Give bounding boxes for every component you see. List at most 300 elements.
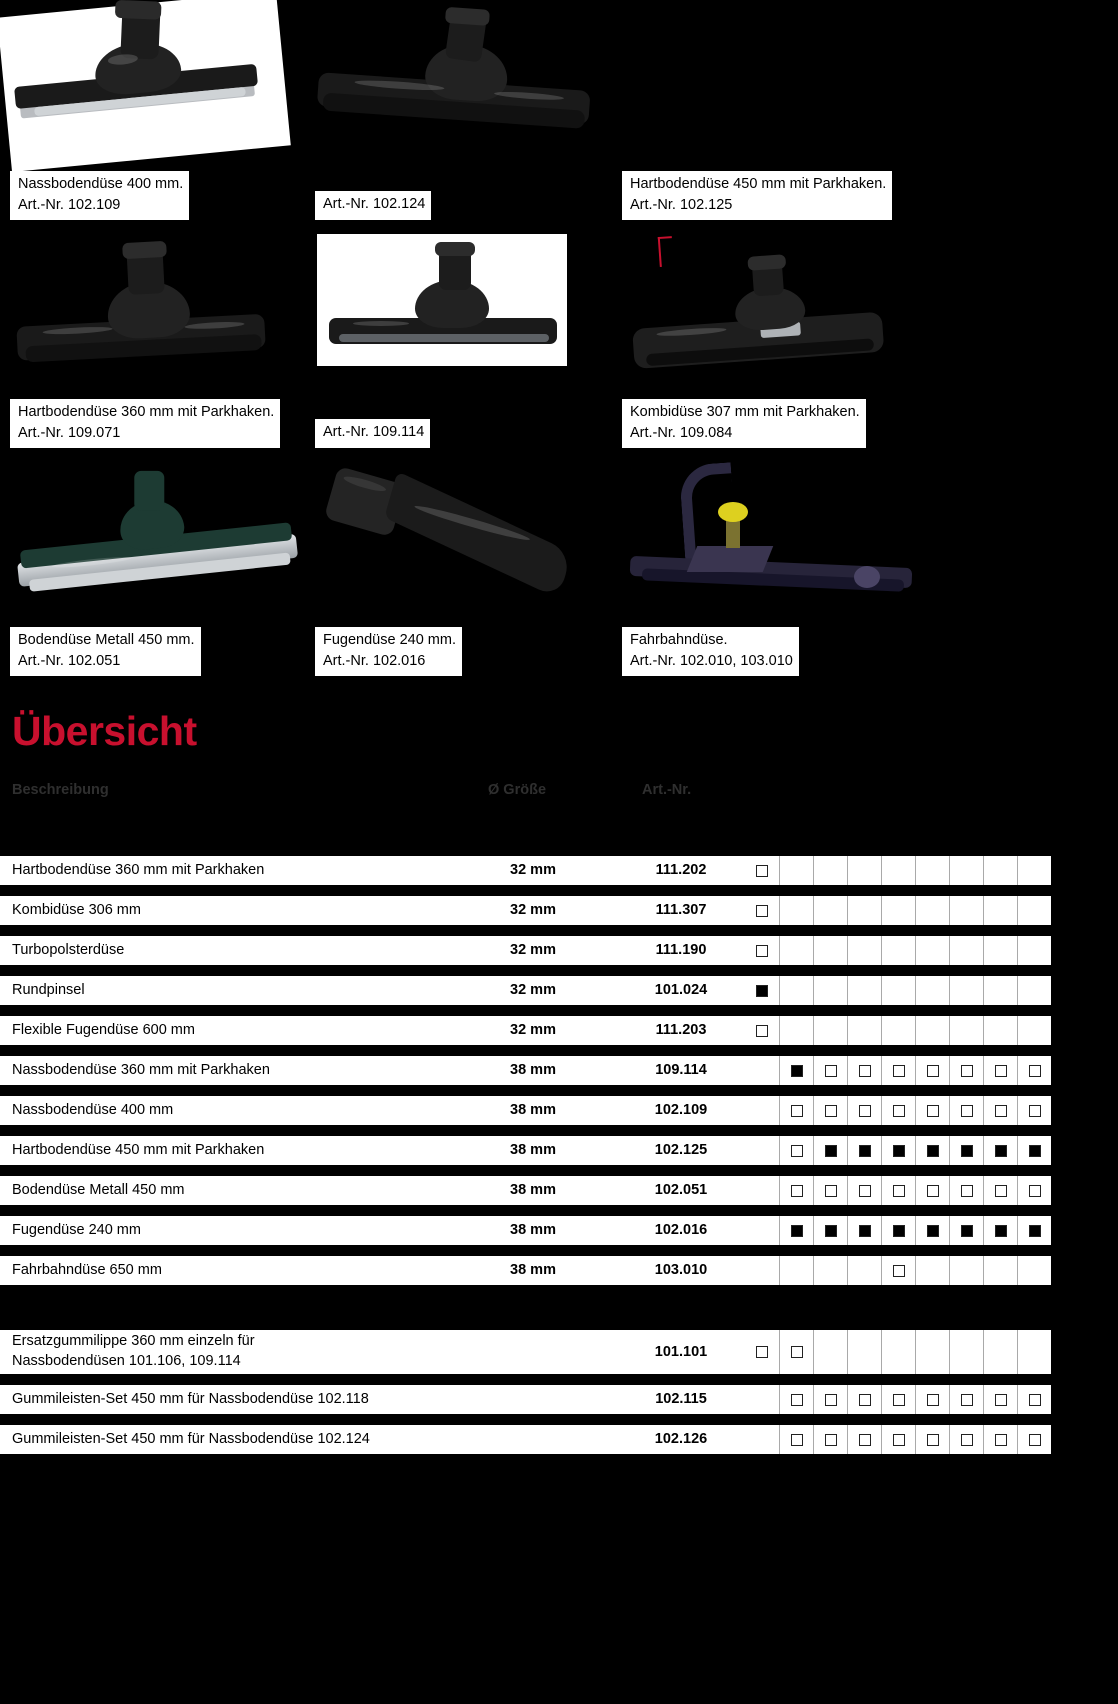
caption-line: Kombidüse 307 mm mit Parkhaken. xyxy=(630,403,860,420)
compatibility-cell[interactable] xyxy=(881,1216,915,1245)
checkbox-icon xyxy=(927,945,939,957)
compatibility-cell[interactable] xyxy=(745,936,779,965)
compatibility-cell[interactable] xyxy=(915,1330,949,1374)
compatibility-cell[interactable] xyxy=(983,1176,1017,1205)
hartbodenduese-450-parkhaken-photo xyxy=(622,0,932,175)
caption-line: Art.-Nr. 102.109 xyxy=(18,196,121,213)
checkbox-icon xyxy=(825,905,837,917)
compatibility-cell[interactable] xyxy=(881,856,915,885)
checkbox-icon xyxy=(893,1145,905,1157)
checkbox-icon xyxy=(995,1065,1007,1077)
caption-line: Fahrbahndüse. xyxy=(630,631,728,648)
compatibility-cell[interactable] xyxy=(1017,856,1051,885)
compatibility-cell[interactable] xyxy=(779,976,813,1005)
cell-size: 32 mm xyxy=(510,982,556,998)
cell-description xyxy=(12,1330,255,1374)
cell-art-nr: 101.101 xyxy=(654,1344,708,1360)
checkbox-icon xyxy=(893,945,905,957)
checkbox-icon xyxy=(1029,1105,1041,1117)
compatibility-cell[interactable] xyxy=(813,1136,847,1165)
compatibility-cell[interactable] xyxy=(983,1136,1017,1165)
compatibility-cell[interactable] xyxy=(745,1176,779,1205)
checkbox-icon xyxy=(961,1065,973,1077)
checkbox-icon xyxy=(961,1265,973,1277)
table-row xyxy=(0,1096,1030,1125)
caption-line: Art.-Nr. 109.071 xyxy=(18,424,121,441)
compatibility-cell[interactable] xyxy=(949,1136,983,1165)
checkbox-icon xyxy=(791,905,803,917)
compatibility-cell[interactable] xyxy=(745,896,779,925)
checkbox-icon xyxy=(927,1346,939,1358)
compatibility-boxes xyxy=(745,936,1051,965)
cell-description-line: Nassbodendüsen 101.106, 109.114 xyxy=(12,1353,241,1369)
compatibility-cell[interactable] xyxy=(949,1016,983,1045)
compatibility-cell[interactable] xyxy=(779,1216,813,1245)
compatibility-cell[interactable] xyxy=(915,936,949,965)
compatibility-cell[interactable] xyxy=(1017,1096,1051,1125)
checkbox-icon xyxy=(927,1065,939,1077)
cell-art-nr: 102.125 xyxy=(654,1142,708,1158)
table-header xyxy=(0,782,1030,804)
checkbox-icon xyxy=(859,1065,871,1077)
checkbox-icon xyxy=(961,1434,973,1446)
compatibility-cell[interactable] xyxy=(779,1385,813,1414)
compatibility-cell[interactable] xyxy=(779,936,813,965)
compatibility-cell[interactable] xyxy=(949,1425,983,1454)
compatibility-cell[interactable] xyxy=(847,1096,881,1125)
checkbox-icon xyxy=(859,1394,871,1406)
compatibility-cell[interactable] xyxy=(983,1330,1017,1374)
compatibility-cell[interactable] xyxy=(813,896,847,925)
table-row xyxy=(0,1330,1030,1374)
compatibility-cell[interactable] xyxy=(1017,1016,1051,1045)
checkbox-icon xyxy=(961,905,973,917)
checkbox-icon xyxy=(825,1225,837,1237)
checkbox-icon xyxy=(995,1394,1007,1406)
compatibility-cell[interactable] xyxy=(813,1216,847,1245)
product-row xyxy=(0,456,1030,676)
compatibility-cell[interactable] xyxy=(745,856,779,885)
checkbox-icon xyxy=(893,905,905,917)
checkbox-icon xyxy=(825,865,837,877)
checkbox-icon xyxy=(893,1185,905,1197)
table-row xyxy=(0,856,1030,885)
checkbox-icon xyxy=(1029,985,1041,997)
cell-description: Flexible Fugendüse 600 mm xyxy=(12,1022,195,1038)
checkbox-icon xyxy=(791,1394,803,1406)
compatibility-cell[interactable] xyxy=(881,976,915,1005)
compatibility-cell[interactable] xyxy=(1017,1425,1051,1454)
compatibility-cell[interactable] xyxy=(915,1096,949,1125)
checkbox-icon xyxy=(1029,1434,1041,1446)
compatibility-boxes xyxy=(745,1136,1051,1165)
cell-description: Hartbodendüse 360 mm mit Parkhaken xyxy=(12,862,265,878)
compatibility-cell[interactable] xyxy=(745,1136,779,1165)
compatibility-cell[interactable] xyxy=(881,936,915,965)
compatibility-cell[interactable] xyxy=(847,1256,881,1285)
checkbox-icon xyxy=(825,1065,837,1077)
fugenduese-240-photo xyxy=(315,456,625,631)
compatibility-cell[interactable] xyxy=(745,1216,779,1245)
caption-line: Art.-Nr. 109.084 xyxy=(630,424,733,441)
checkbox-icon xyxy=(859,1025,871,1037)
compatibility-cell[interactable] xyxy=(847,896,881,925)
cell-art-nr: 111.190 xyxy=(655,942,707,958)
checkbox-icon xyxy=(961,985,973,997)
cell-size xyxy=(488,1330,578,1374)
compatibility-cell[interactable] xyxy=(745,1256,779,1285)
compatibility-cell[interactable] xyxy=(983,1256,1017,1285)
compatibility-cell[interactable] xyxy=(881,1330,915,1374)
checkbox-icon xyxy=(859,1185,871,1197)
caption-line: Bodendüse Metall 450 mm. xyxy=(18,631,195,648)
compatibility-boxes xyxy=(745,1016,1051,1045)
compatibility-cell[interactable] xyxy=(847,1056,881,1085)
compatibility-cell[interactable] xyxy=(915,1256,949,1285)
checkbox-icon xyxy=(995,945,1007,957)
checkbox-icon xyxy=(859,985,871,997)
compatibility-boxes xyxy=(745,976,1051,1005)
compatibility-boxes xyxy=(745,1256,1051,1285)
compatibility-cell[interactable] xyxy=(813,1385,847,1414)
product-cell-fugenduese-240 xyxy=(315,456,625,676)
checkbox-icon xyxy=(756,905,768,917)
column-header-art-nr: Art.-Nr. xyxy=(642,782,692,798)
compatibility-cell[interactable] xyxy=(915,1176,949,1205)
compatibility-boxes xyxy=(745,1425,1051,1454)
compatibility-cell[interactable] xyxy=(915,1216,949,1245)
compatibility-cell[interactable] xyxy=(813,1330,847,1374)
compatibility-cell[interactable] xyxy=(881,1425,915,1454)
checkbox-icon xyxy=(1029,1265,1041,1277)
checkbox-icon xyxy=(893,1434,905,1446)
product-cell-kombiduese-307 xyxy=(622,228,932,448)
cell-size: 32 mm xyxy=(510,942,556,958)
compatibility-cell[interactable] xyxy=(847,1176,881,1205)
product-cell-hartbodenduese-450 xyxy=(622,0,932,220)
checkbox-icon xyxy=(927,1265,939,1277)
checkbox-icon xyxy=(825,1145,837,1157)
compatibility-cell[interactable] xyxy=(983,1216,1017,1245)
compatibility-cell[interactable] xyxy=(745,1425,779,1454)
compatibility-cell[interactable] xyxy=(949,1256,983,1285)
compatibility-cell[interactable] xyxy=(983,976,1017,1005)
cell-description: Kombidüse 306 mm xyxy=(12,902,141,918)
compatibility-cell[interactable] xyxy=(1017,1256,1051,1285)
compatibility-cell[interactable] xyxy=(881,1256,915,1285)
checkbox-icon xyxy=(859,945,871,957)
compatibility-cell[interactable] xyxy=(813,1056,847,1085)
cell-size: 38 mm xyxy=(510,1182,556,1198)
compatibility-cell[interactable] xyxy=(847,1216,881,1245)
checkbox-icon xyxy=(791,865,803,877)
compatibility-cell[interactable] xyxy=(813,1096,847,1125)
cell-description: Gummileisten-Set 450 mm für Nassbodendüse 102.124 xyxy=(12,1431,370,1447)
checkbox-icon xyxy=(791,985,803,997)
compatibility-cell[interactable] xyxy=(813,976,847,1005)
compatibility-cell[interactable] xyxy=(1017,1176,1051,1205)
checkbox-icon xyxy=(825,1434,837,1446)
compatibility-cell[interactable] xyxy=(881,1096,915,1125)
checkbox-icon xyxy=(995,1025,1007,1037)
checkbox-icon xyxy=(859,1346,871,1358)
product-cell-nassbodenduese-400 xyxy=(10,0,320,220)
compatibility-cell[interactable] xyxy=(779,856,813,885)
nassbodenduese-400-photo xyxy=(10,0,320,175)
compatibility-cell[interactable] xyxy=(983,1016,1017,1045)
checkbox-icon xyxy=(995,1346,1007,1358)
compatibility-cell[interactable] xyxy=(1017,936,1051,965)
compatibility-cell[interactable] xyxy=(813,1256,847,1285)
checkbox-icon xyxy=(1029,1145,1041,1157)
compatibility-cell[interactable] xyxy=(779,1056,813,1085)
compatibility-cell[interactable] xyxy=(847,1136,881,1165)
checkbox-icon xyxy=(756,1225,768,1237)
checkbox-icon xyxy=(995,1225,1007,1237)
compatibility-cell[interactable] xyxy=(915,1425,949,1454)
checkbox-icon xyxy=(961,1105,973,1117)
compatibility-cell[interactable] xyxy=(983,1056,1017,1085)
compatibility-cell[interactable] xyxy=(813,1425,847,1454)
compatibility-cell[interactable] xyxy=(949,1330,983,1374)
compatibility-boxes xyxy=(745,856,1051,885)
compatibility-cell[interactable] xyxy=(881,1056,915,1085)
compatibility-cell[interactable] xyxy=(881,1136,915,1165)
compatibility-cell[interactable] xyxy=(745,1330,779,1374)
compatibility-cell[interactable] xyxy=(1017,1385,1051,1414)
compatibility-cell[interactable] xyxy=(915,856,949,885)
product-caption xyxy=(622,399,866,448)
checkbox-icon xyxy=(893,1025,905,1037)
compatibility-cell[interactable] xyxy=(847,856,881,885)
compatibility-cell[interactable] xyxy=(1017,1136,1051,1165)
checkbox-icon xyxy=(961,945,973,957)
checkbox-icon xyxy=(995,1185,1007,1197)
cell-size xyxy=(488,1385,578,1414)
checkbox-icon xyxy=(1029,945,1041,957)
compatibility-cell[interactable] xyxy=(915,976,949,1005)
checkbox-icon xyxy=(961,1145,973,1157)
table-row xyxy=(0,936,1030,965)
checkbox-icon xyxy=(1029,1065,1041,1077)
compatibility-cell[interactable] xyxy=(949,976,983,1005)
cell-size: 32 mm xyxy=(510,862,556,878)
compatibility-cell[interactable] xyxy=(779,1016,813,1045)
compatibility-cell[interactable] xyxy=(881,1385,915,1414)
compatibility-cell[interactable] xyxy=(847,976,881,1005)
compatibility-boxes xyxy=(745,1330,1051,1374)
checkbox-icon xyxy=(995,985,1007,997)
compatibility-boxes xyxy=(745,1096,1051,1125)
compatibility-cell[interactable] xyxy=(881,1016,915,1045)
compatibility-cell[interactable] xyxy=(949,936,983,965)
caption-line: Art.-Nr. 102.051 xyxy=(18,652,121,669)
product-caption xyxy=(315,191,431,220)
cell-art-nr: 109.114 xyxy=(655,1062,707,1078)
checkbox-icon xyxy=(859,865,871,877)
compatibility-cell[interactable] xyxy=(813,856,847,885)
checkbox-icon xyxy=(756,1025,768,1037)
compatibility-cell[interactable] xyxy=(779,1330,813,1374)
checkbox-icon xyxy=(961,1025,973,1037)
compatibility-cell[interactable] xyxy=(779,896,813,925)
cell-description: Nassbodendüse 400 mm xyxy=(12,1102,174,1118)
compatibility-cell[interactable] xyxy=(949,1096,983,1125)
checkbox-icon xyxy=(756,1394,768,1406)
checkbox-icon xyxy=(859,905,871,917)
cell-description: Bodendüse Metall 450 mm xyxy=(12,1182,185,1198)
compatibility-cell[interactable] xyxy=(745,976,779,1005)
checkbox-icon xyxy=(893,1346,905,1358)
compatibility-cell[interactable] xyxy=(847,1016,881,1045)
compatibility-cell[interactable] xyxy=(915,1385,949,1414)
compatibility-cell[interactable] xyxy=(847,1385,881,1414)
checkbox-icon xyxy=(825,985,837,997)
compatibility-cell[interactable] xyxy=(847,1425,881,1454)
product-row xyxy=(0,0,1030,220)
compatibility-boxes xyxy=(745,1216,1051,1245)
cell-size xyxy=(488,1425,578,1454)
compatibility-cell[interactable] xyxy=(949,856,983,885)
compatibility-cell[interactable] xyxy=(983,896,1017,925)
compatibility-cell[interactable] xyxy=(813,936,847,965)
caption-line: Hartbodendüse 360 mm mit Parkhaken. xyxy=(18,403,275,420)
caption-line: Art.-Nr. 102.124 xyxy=(323,195,426,212)
checkbox-icon xyxy=(791,1105,803,1117)
compatibility-cell[interactable] xyxy=(949,1385,983,1414)
table-row xyxy=(0,1056,1030,1085)
cell-art-nr: 111.307 xyxy=(655,902,707,918)
cell-art-nr: 101.024 xyxy=(654,982,708,998)
checkbox-icon xyxy=(995,865,1007,877)
checkbox-icon xyxy=(927,905,939,917)
product-cell-109114 xyxy=(315,228,625,448)
compatibility-cell[interactable] xyxy=(983,1425,1017,1454)
checkbox-icon xyxy=(927,1185,939,1197)
checkbox-icon xyxy=(825,1185,837,1197)
product-row xyxy=(0,228,1030,448)
compatibility-cell[interactable] xyxy=(1017,1216,1051,1245)
cell-size: 32 mm xyxy=(510,902,556,918)
bodenduese-metall-450-photo xyxy=(10,456,320,631)
cell-art-nr: 111.202 xyxy=(655,862,707,878)
compatibility-cell[interactable] xyxy=(881,896,915,925)
caption-line: Nassbodendüse 400 mm. xyxy=(18,175,184,192)
cell-size: 38 mm xyxy=(510,1142,556,1158)
checkbox-icon xyxy=(1029,1025,1041,1037)
cell-size: 38 mm xyxy=(510,1102,556,1118)
checkbox-icon xyxy=(961,865,973,877)
compatibility-cell[interactable] xyxy=(847,936,881,965)
compatibility-cell[interactable] xyxy=(983,1385,1017,1414)
compatibility-cell[interactable] xyxy=(881,1176,915,1205)
cell-art-nr: 111.203 xyxy=(655,1022,707,1038)
overview-table xyxy=(0,856,1030,1465)
compatibility-cell[interactable] xyxy=(949,1176,983,1205)
compatibility-cell[interactable] xyxy=(779,1096,813,1125)
table-row xyxy=(0,976,1030,1005)
compatibility-cell[interactable] xyxy=(915,1136,949,1165)
product-caption xyxy=(622,171,892,220)
compatibility-cell[interactable] xyxy=(779,1176,813,1205)
compatibility-cell[interactable] xyxy=(813,1016,847,1045)
checkbox-icon xyxy=(756,1185,768,1197)
compatibility-cell[interactable] xyxy=(949,1216,983,1245)
checkbox-icon xyxy=(756,1145,768,1157)
checkbox-icon xyxy=(927,865,939,877)
checkbox-icon xyxy=(995,1105,1007,1117)
checkbox-icon xyxy=(927,1025,939,1037)
checkbox-icon xyxy=(927,1225,939,1237)
compatibility-cell[interactable] xyxy=(983,1096,1017,1125)
compatibility-cell[interactable] xyxy=(1017,1056,1051,1085)
table-row xyxy=(0,1176,1030,1205)
compatibility-cell[interactable] xyxy=(779,1136,813,1165)
cell-art-nr: 102.051 xyxy=(654,1182,708,1198)
checkbox-icon xyxy=(791,945,803,957)
checkbox-icon xyxy=(1029,1394,1041,1406)
checkbox-icon xyxy=(893,1265,905,1277)
checkbox-icon xyxy=(995,1434,1007,1446)
kombiduese-307-parkhaken-photo xyxy=(622,228,932,403)
checkbox-icon xyxy=(927,1105,939,1117)
checkbox-icon xyxy=(756,865,768,877)
checkbox-icon xyxy=(756,1065,768,1077)
cell-description: Fugendüse 240 mm xyxy=(12,1222,141,1238)
compatibility-cell[interactable] xyxy=(745,1056,779,1085)
compatibility-cell[interactable] xyxy=(949,896,983,925)
compatibility-cell[interactable] xyxy=(949,1056,983,1085)
compatibility-cell[interactable] xyxy=(983,856,1017,885)
checkbox-icon xyxy=(825,1025,837,1037)
caption-line: Fugendüse 240 mm. xyxy=(323,631,456,648)
compatibility-cell[interactable] xyxy=(915,1056,949,1085)
cell-description: Turbopolsterdüse xyxy=(12,942,125,958)
compatibility-cell[interactable] xyxy=(915,896,949,925)
compatibility-cell[interactable] xyxy=(779,1256,813,1285)
compatibility-cell[interactable] xyxy=(745,1016,779,1045)
checkbox-icon xyxy=(1029,865,1041,877)
checkbox-icon xyxy=(825,1346,837,1358)
compatibility-cell[interactable] xyxy=(1017,976,1051,1005)
compatibility-cell[interactable] xyxy=(779,1425,813,1454)
product-cell-102124 xyxy=(315,0,625,220)
compatibility-cell[interactable] xyxy=(847,1330,881,1374)
cell-size: 38 mm xyxy=(510,1222,556,1238)
compatibility-cell[interactable] xyxy=(915,1016,949,1045)
product-caption xyxy=(10,399,280,448)
checkbox-icon xyxy=(756,1346,768,1358)
checkbox-icon xyxy=(825,1105,837,1117)
compatibility-cell[interactable] xyxy=(1017,1330,1051,1374)
compatibility-boxes xyxy=(745,1056,1051,1085)
checkbox-icon xyxy=(927,1394,939,1406)
compatibility-cell[interactable] xyxy=(745,1096,779,1125)
compatibility-boxes xyxy=(745,896,1051,925)
cell-description: Nassbodendüse 360 mm mit Parkhaken xyxy=(12,1062,270,1078)
product-caption xyxy=(315,419,430,448)
checkbox-icon xyxy=(756,1434,768,1446)
product-caption xyxy=(622,627,799,676)
compatibility-cell[interactable] xyxy=(1017,896,1051,925)
compatibility-cell[interactable] xyxy=(813,1176,847,1205)
table-row xyxy=(0,1385,1030,1414)
compatibility-cell[interactable] xyxy=(983,936,1017,965)
table-row xyxy=(0,896,1030,925)
caption-line: Art.-Nr. 102.016 xyxy=(323,652,426,669)
compatibility-cell[interactable] xyxy=(745,1385,779,1414)
checkbox-icon xyxy=(961,1185,973,1197)
